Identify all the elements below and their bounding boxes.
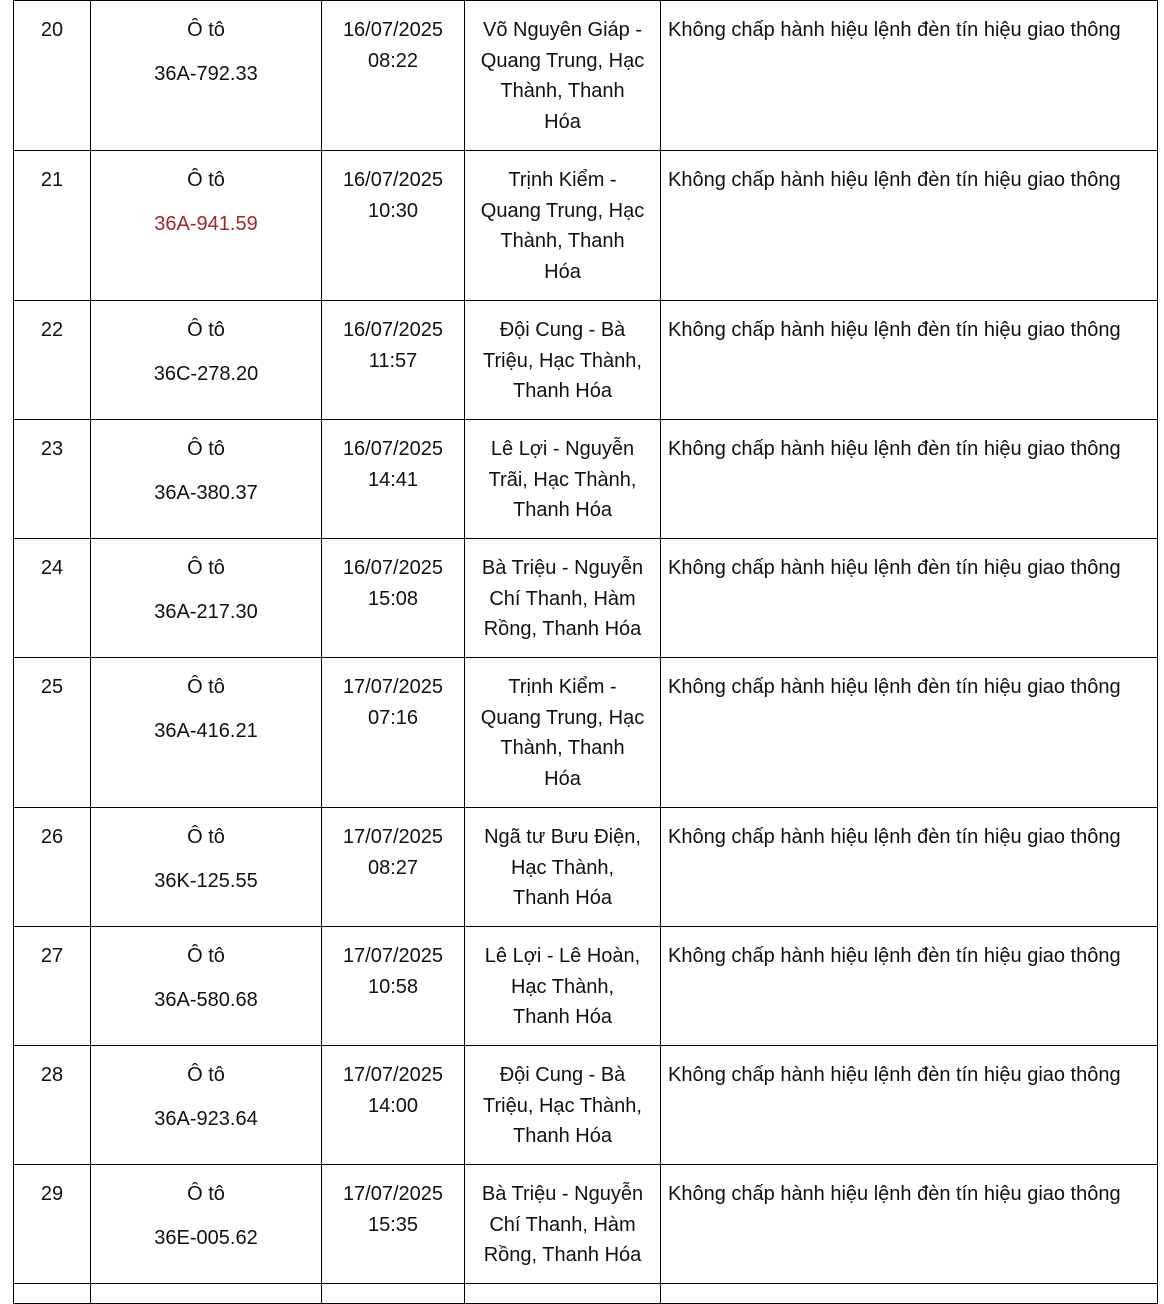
location-cell: [465, 1046, 661, 1165]
datetime-cell: [322, 808, 465, 927]
datetime-cell: [322, 658, 465, 808]
location-cell: [465, 420, 661, 539]
license-plate: 36A-792.33: [154, 62, 258, 85]
violation-time: 15:08: [367, 587, 419, 610]
violation-date: 17/07/2025: [342, 945, 444, 967]
table-row: [14, 1, 1158, 151]
location-line: Võ Nguyên Giáp -: [483, 19, 642, 41]
location-line: Bà Triệu - Nguyễn: [481, 1183, 644, 1205]
violation-date: 17/07/2025: [342, 1064, 444, 1086]
location-line: Lê Lợi - Nguyễn: [490, 438, 635, 460]
table-row: [14, 301, 1158, 420]
location-cell: [465, 1165, 661, 1284]
license-plate: 36E-005.62: [154, 1226, 258, 1249]
table-row: [14, 927, 1158, 1046]
location-line: Đội Cung - Bà: [499, 319, 626, 341]
violations-table: [13, 0, 1158, 1304]
vehicle-type: Ô tô: [187, 676, 225, 698]
violation-description: Không chấp hành hiệu lệnh đèn tín hiệu giao thông: [661, 1165, 1158, 1284]
violation-time: 14:41: [367, 468, 419, 491]
row-number: 21: [14, 151, 91, 301]
table-row: [14, 151, 1158, 301]
location-line: Quang Trung, Hạc: [480, 706, 645, 729]
location-line: Chí Thanh, Hàm: [489, 587, 636, 610]
location-line: Quang Trung, Hạc: [480, 49, 645, 72]
vehicle-cell: [91, 420, 322, 539]
violation-date: 16/07/2025: [342, 319, 444, 341]
license-plate: 36A-380.37: [154, 481, 258, 504]
violation-time: 10:58: [367, 975, 419, 998]
violation-time: 08:22: [367, 49, 419, 72]
vehicle-cell: [91, 1046, 322, 1165]
violation-description: Không chấp hành hiệu lệnh đèn tín hiệu giao thông: [661, 1046, 1158, 1165]
location-line: Quang Trung, Hạc: [480, 199, 645, 222]
empty-cell: [322, 1284, 465, 1304]
datetime-cell: [322, 539, 465, 658]
violation-description: Không chấp hành hiệu lệnh đèn tín hiệu giao thông: [661, 927, 1158, 1046]
license-plate: 36A-416.21: [154, 719, 258, 742]
table-row: [14, 1165, 1158, 1284]
location-line: Lê Lợi - Lê Hoàn,: [484, 945, 641, 967]
license-plate: 36C-278.20: [153, 362, 259, 385]
vehicle-type: Ô tô: [187, 19, 225, 41]
vehicle-cell: [91, 927, 322, 1046]
empty-cell: [91, 1284, 322, 1304]
location-line: Hạc Thành,: [510, 856, 615, 879]
vehicle-type: Ô tô: [187, 438, 225, 460]
location-line: Chí Thanh, Hàm: [489, 1213, 636, 1236]
violation-date: 17/07/2025: [342, 1183, 444, 1205]
datetime-cell: [322, 151, 465, 301]
location-cell: [465, 658, 661, 808]
violation-time: 15:35: [367, 1213, 419, 1236]
location-line: Đội Cung - Bà: [499, 1064, 626, 1086]
violation-date: 16/07/2025: [342, 169, 444, 191]
datetime-cell: [322, 1165, 465, 1284]
vehicle-cell: [91, 1165, 322, 1284]
row-number: 23: [14, 420, 91, 539]
vehicle-cell: [91, 301, 322, 420]
table-body: [14, 1, 1158, 1304]
empty-cell: [14, 1284, 91, 1304]
location-line: Rồng, Thanh Hóa: [483, 618, 642, 640]
vehicle-cell: [91, 658, 322, 808]
violation-date: 17/07/2025: [342, 676, 444, 698]
license-plate: 36A-217.30: [154, 600, 258, 623]
empty-cell: [465, 1284, 661, 1304]
license-plate: 36A-923.64: [154, 1107, 258, 1130]
location-line: Hóa: [544, 110, 581, 133]
location-line: Rồng, Thanh Hóa: [483, 1244, 642, 1266]
violation-date: 16/07/2025: [342, 19, 444, 41]
location-line: Ngã tư Bưu Điện,: [484, 826, 641, 848]
location-cell: [465, 808, 661, 927]
vehicle-type: Ô tô: [187, 319, 225, 341]
table-row: [14, 658, 1158, 808]
row-number: 29: [14, 1165, 91, 1284]
row-number: 24: [14, 539, 91, 658]
location-line: Bà Triệu - Nguyễn: [481, 557, 644, 579]
violation-date: 17/07/2025: [342, 826, 444, 848]
location-line: Thanh Hóa: [513, 1125, 612, 1147]
violation-description: Không chấp hành hiệu lệnh đèn tín hiệu giao thông: [661, 301, 1158, 420]
location-line: Thành, Thanh: [500, 230, 625, 252]
datetime-cell: [322, 1, 465, 151]
table-row: [14, 808, 1158, 927]
vehicle-type: Ô tô: [187, 1064, 225, 1086]
location-line: Hóa: [544, 260, 581, 283]
location-cell: [465, 151, 661, 301]
violation-description: Không chấp hành hiệu lệnh đèn tín hiệu giao thông: [661, 420, 1158, 539]
row-number: 20: [14, 1, 91, 151]
location-cell: [465, 927, 661, 1046]
violation-date: 16/07/2025: [342, 557, 444, 579]
location-line: Thanh Hóa: [513, 380, 612, 402]
vehicle-type: Ô tô: [187, 945, 225, 967]
location-cell: [465, 539, 661, 658]
location-cell: [465, 301, 661, 420]
row-number: 26: [14, 808, 91, 927]
datetime-cell: [322, 301, 465, 420]
license-plate: 36A-580.68: [154, 988, 258, 1011]
license-plate: 36K-125.55: [154, 869, 258, 892]
violation-description: Không chấp hành hiệu lệnh đèn tín hiệu giao thông: [661, 808, 1158, 927]
row-number: 27: [14, 927, 91, 1046]
vehicle-type: Ô tô: [187, 1183, 225, 1205]
vehicle-cell: [91, 539, 322, 658]
location-cell: [465, 1, 661, 151]
table-row-partial: [14, 1284, 1158, 1304]
vehicle-type: Ô tô: [187, 557, 225, 579]
table-row: [14, 539, 1158, 658]
table-row: [14, 420, 1158, 539]
location-line: Hóa: [544, 767, 581, 790]
location-line: Hạc Thành,: [510, 975, 615, 998]
datetime-cell: [322, 927, 465, 1046]
location-line: Trịnh Kiểm -: [508, 676, 617, 698]
location-line: Triệu, Hạc Thành,: [483, 349, 642, 372]
license-plate: 36A-941.59: [154, 212, 258, 235]
violation-time: 10:30: [367, 199, 419, 222]
location-line: Thanh Hóa: [513, 887, 612, 909]
violation-time: 07:16: [367, 706, 419, 729]
vehicle-cell: [91, 1, 322, 151]
location-line: Thanh Hóa: [513, 1006, 612, 1028]
row-number: 25: [14, 658, 91, 808]
location-line: Trịnh Kiểm -: [508, 169, 617, 191]
vehicle-cell: [91, 808, 322, 927]
violation-description: Không chấp hành hiệu lệnh đèn tín hiệu giao thông: [661, 151, 1158, 301]
location-line: Trãi, Hạc Thành,: [488, 468, 637, 491]
table-row: [14, 1046, 1158, 1165]
location-line: Triệu, Hạc Thành,: [483, 1094, 642, 1117]
violation-description: Không chấp hành hiệu lệnh đèn tín hiệu giao thông: [661, 1, 1158, 151]
violation-description: Không chấp hành hiệu lệnh đèn tín hiệu giao thông: [661, 539, 1158, 658]
datetime-cell: [322, 420, 465, 539]
datetime-cell: [322, 1046, 465, 1165]
violation-time: 08:27: [367, 856, 419, 879]
violation-description: Không chấp hành hiệu lệnh đèn tín hiệu giao thông: [661, 658, 1158, 808]
row-number: 28: [14, 1046, 91, 1165]
location-line: Thành, Thanh: [500, 737, 625, 759]
vehicle-type: Ô tô: [187, 169, 225, 191]
violation-time: 11:57: [368, 349, 418, 372]
vehicle-cell: [91, 151, 322, 301]
location-line: Thành, Thanh: [500, 80, 625, 102]
empty-cell: [661, 1284, 1158, 1304]
vehicle-type: Ô tô: [187, 826, 225, 848]
location-line: Thanh Hóa: [513, 499, 612, 521]
violation-time: 14:00: [367, 1094, 419, 1117]
row-number: 22: [14, 301, 91, 420]
violation-date: 16/07/2025: [342, 438, 444, 460]
